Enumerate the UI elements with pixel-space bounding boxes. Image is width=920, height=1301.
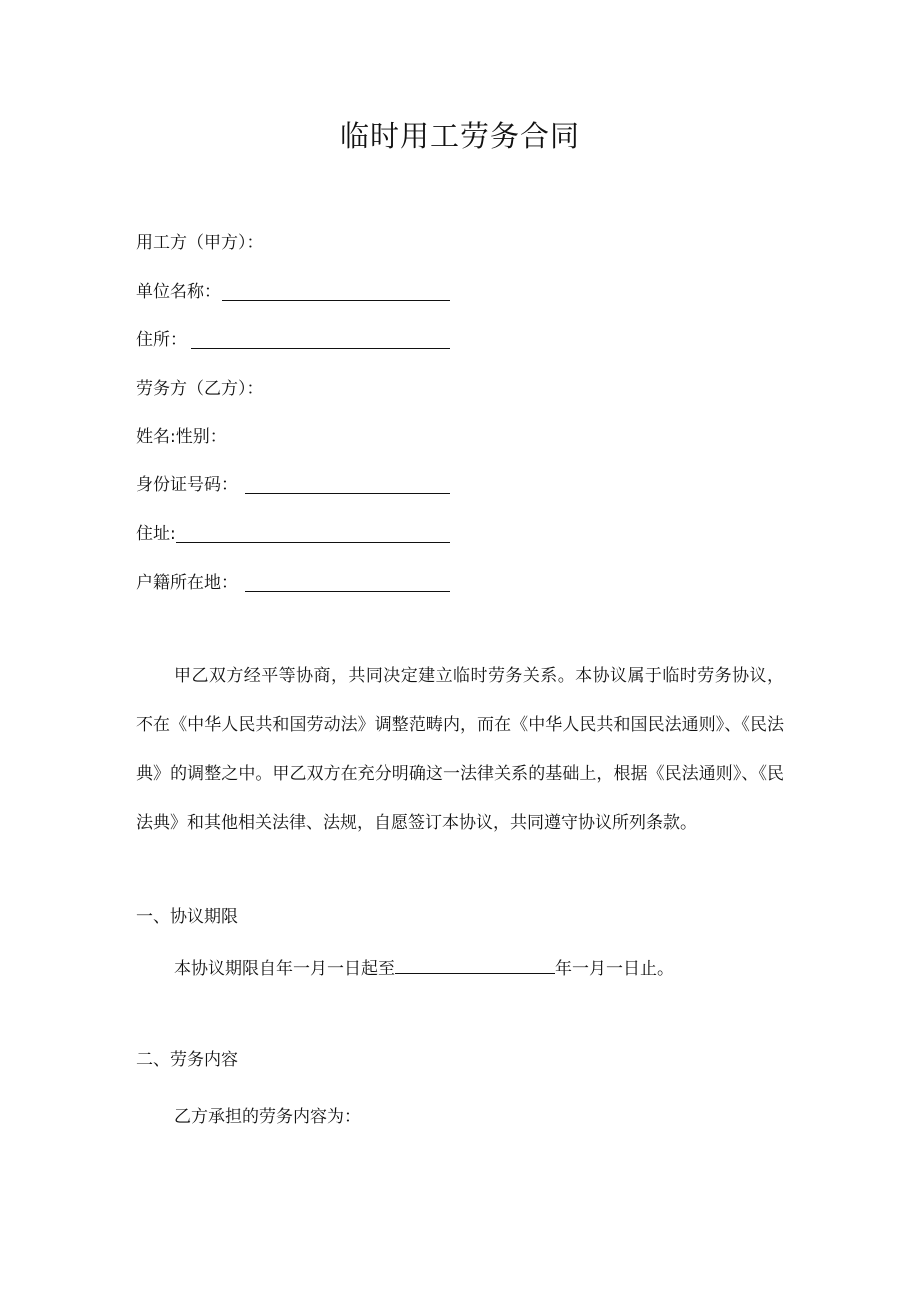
party-a-address-field	[136, 328, 452, 352]
party-b-header: 劳务方（乙方）：	[136, 379, 264, 399]
section-1-text	[174, 955, 674, 981]
household-field	[136, 571, 452, 595]
name-gender-label: 姓名:性别：	[136, 427, 227, 447]
section-2-heading: 二、劳务内容	[136, 1050, 238, 1070]
party-b-address-label: 住址:	[136, 524, 176, 544]
section-1-heading: 一、协议期限	[136, 907, 238, 927]
page-title: 临时用工劳务合同	[339, 119, 580, 153]
term-text-after: 年一月一日止。	[555, 959, 674, 979]
id-number-label: 身份证号码：	[136, 475, 238, 495]
unit-name-label: 单位名称：	[136, 282, 221, 302]
preamble-paragraph: 甲乙双方经平等协商，共同决定建立临时劳务关系。本协议属于临时劳务协议，不在《中华人民共和国劳动法》调整范畴内，而在《中华人民共和国民法通则》、《民法典》的调整之中。甲乙双方在充分明确这一法律关系的基础上，根据《民法通则》、《民法典》和其他相关法律、法规，自愿签订本协议，共同遵守协议所列条款。	[136, 666, 784, 833]
unit-name-blank	[222, 300, 450, 301]
id-number-field	[136, 473, 452, 497]
household-blank	[245, 591, 450, 592]
party-b-address-field	[136, 522, 452, 546]
party-b-address-blank	[176, 542, 450, 543]
unit-name-field	[136, 280, 452, 304]
household-label: 户籍所在地：	[136, 573, 238, 593]
section-2-text: 乙方承担的劳务内容为：	[174, 1107, 361, 1127]
party-a-address-label: 住所：	[136, 330, 187, 350]
id-number-blank	[245, 493, 450, 494]
term-end-blank	[395, 955, 555, 974]
term-text-before: 本协议期限自年一月一日起至	[174, 959, 395, 979]
party-a-header: 用工方（甲方）：	[136, 233, 264, 253]
party-a-address-blank	[191, 348, 450, 349]
